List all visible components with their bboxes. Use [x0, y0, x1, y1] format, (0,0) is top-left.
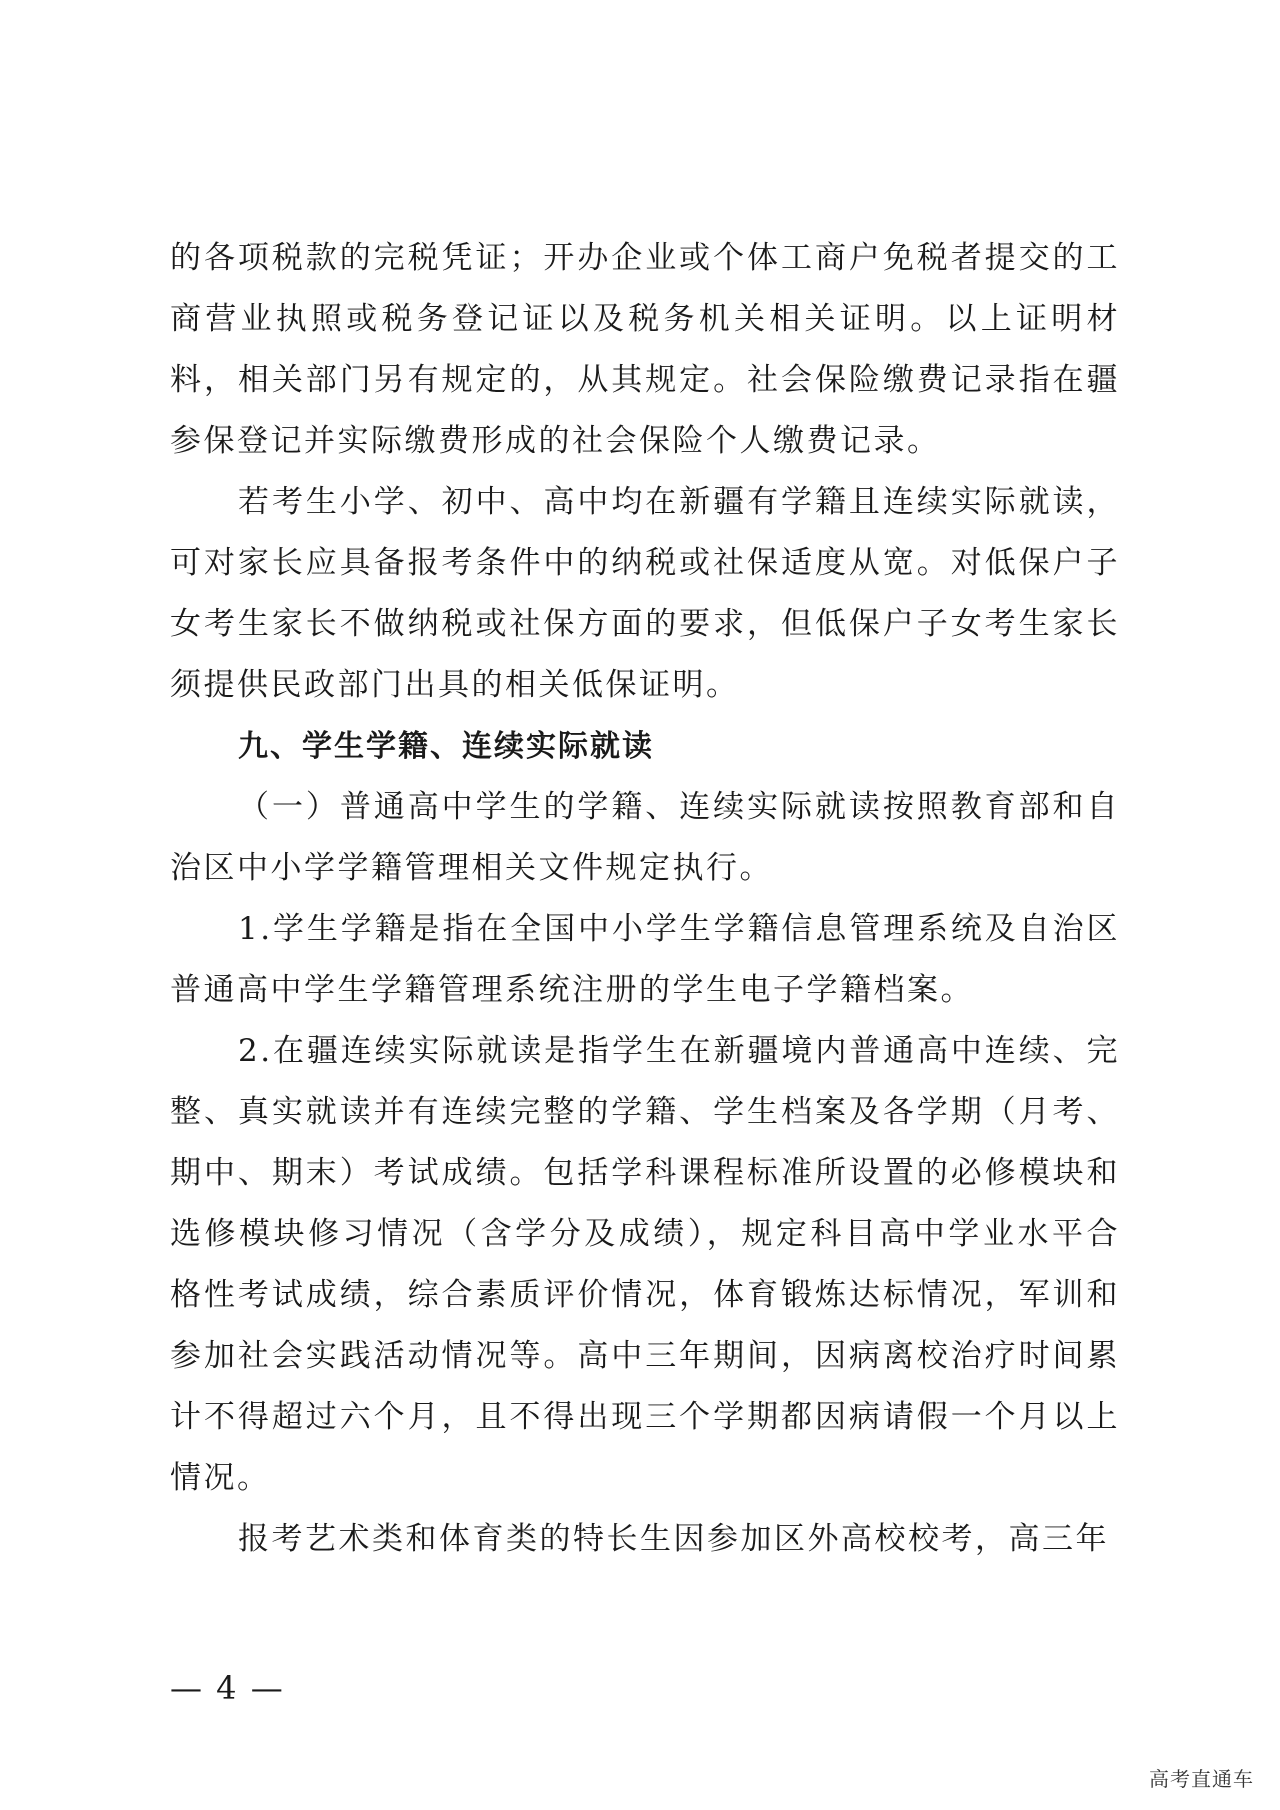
document-body: [170, 228, 1120, 1570]
page-number: — 4 —: [170, 1669, 285, 1707]
paragraph-item-1: 1.学生学籍是指在全国中小学生学籍信息管理系统及自治区普通高中学生学籍管理系统注册的学生电子学籍档案。: [170, 911, 1120, 1008]
watermark-text: 高考直通车: [1149, 1767, 1254, 1791]
paragraph-art-sports: 报考艺术类和体育类的特长生因参加区外高校校考，高三年: [238, 1521, 1109, 1557]
paragraph-subsection-1: （一）普通高中学生的学籍、连续实际就读按照教育部和自治区中小学学籍管理相关文件规定执行。: [170, 789, 1120, 886]
paragraph-tax-proof: 的各项税款的完税凭证；开办企业或个体工商户免税者提交的工商营业执照或税务登记证以及税务机关相关证明。以上证明材料，相关部门另有规定的，从其规定。社会保险缴费记录指在疆参保登记并实际缴费形成的社会保险个人缴费记录。: [170, 240, 1120, 459]
paragraph-lenient-condition: 若考生小学、初中、高中均在新疆有学籍且连续实际就读，可对家长应具备报考条件中的纳税或社保适度从宽。对低保户子女考生家长不做纳税或社保方面的要求，但低保户子女考生家长须提供民政部门出具的相关低保证明。: [170, 484, 1120, 703]
section-heading-9: 九、学生学籍、连续实际就读: [238, 729, 654, 764]
paragraph-item-2: 2.在疆连续实际就读是指学生在新疆境内普通高中连续、完整、真实就读并有连续完整的学籍、学生档案及各学期（月考、期中、期末）考试成绩。包括学科课程标准所设置的必修模块和选修模块修习情况（含学分及成绩），规定科目高中学业水平合格性考试成绩，综合素质评价情况，体育锻炼达标情况，军训和参加社会实践活动情况等。高中三年期间，因病离校治疗时间累计不得超过六个月，且不得出现三个学期都因病请假一个月以上情况。: [170, 1033, 1120, 1496]
